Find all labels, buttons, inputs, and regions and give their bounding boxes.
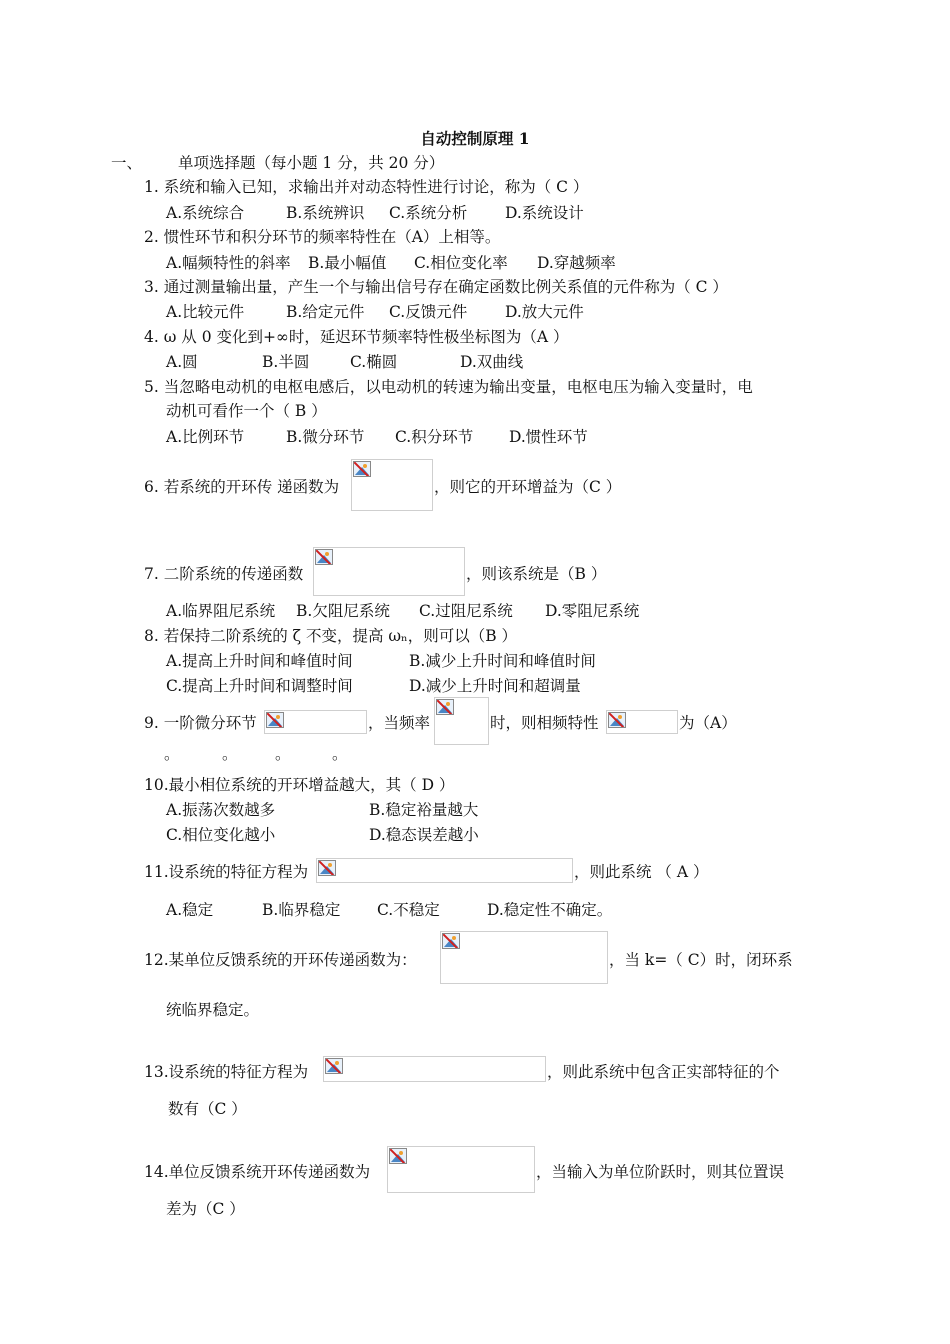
q7-stem: 7. 二阶系统的传递函数 — [144, 565, 304, 583]
q12-stem: 12.某单位反馈系统的开环传递函数为： — [144, 951, 417, 969]
q9-option-a: 。 — [164, 745, 180, 763]
broken-image-icon — [325, 1058, 343, 1074]
q4-option-b: B.半圆 — [262, 353, 310, 371]
page-title: 自动控制原理 1 — [420, 129, 530, 148]
q7-option-a: A.临界阻尼系统 — [166, 602, 276, 620]
q14-stem-post: ，当输入为单位阶跃时，则其位置误 — [536, 1163, 785, 1181]
q1-option-d: D.系统设计 — [505, 204, 584, 222]
q9-formula-image-2 — [434, 697, 489, 745]
q2-option-a: A.幅频特性的斜率 — [166, 254, 291, 272]
q12-stem-cont: 统临界稳定。 — [166, 1001, 260, 1019]
q10-option-a: A.振荡次数越多 — [166, 801, 276, 819]
q9-formula-image-1 — [264, 710, 367, 734]
q12-stem-post: ，当 k=（ C）时，闭环系 — [609, 951, 793, 969]
q8-option-a: A.提高上升时间和峰值时间 — [166, 652, 353, 670]
q3-option-b: B.给定元件 — [286, 303, 365, 321]
q7-option-d: D.零阻尼系统 — [545, 602, 640, 620]
q1-option-c: C.系统分析 — [389, 204, 468, 222]
q9-formula-image-3 — [606, 710, 678, 734]
section-label: 单项选择题（每小题 1 分，共 20 分） — [178, 154, 445, 172]
q13-formula-image — [323, 1056, 546, 1082]
q2-option-d: D.穿越频率 — [537, 254, 616, 272]
q9-option-d: 。 — [332, 745, 348, 763]
q8-option-d: D.减少上升时间和超调量 — [409, 677, 581, 695]
q8-option-c: C.提高上升时间和调整时间 — [166, 677, 353, 695]
q2-stem: 2. 惯性环节和积分环节的频率特性在（A）上相等。 — [144, 228, 501, 246]
q9-stem: 9. 一阶微分环节 — [144, 714, 257, 732]
q11-option-d: D.稳定性不确定。 — [487, 901, 613, 919]
q7-option-b: B.欠阻尼系统 — [296, 602, 390, 620]
q5-option-c: C.积分环节 — [395, 428, 474, 446]
q11-option-a: A.稳定 — [166, 901, 214, 919]
q5-option-d: D.惯性环节 — [509, 428, 588, 446]
q11-option-b: B.临界稳定 — [262, 901, 341, 919]
broken-image-icon — [436, 699, 454, 715]
broken-image-icon — [318, 860, 336, 876]
q3-option-a: A.比较元件 — [166, 303, 245, 321]
q8-option-b: B.减少上升时间和峰值时间 — [409, 652, 596, 670]
q7-option-c: C.过阻尼系统 — [419, 602, 513, 620]
q3-option-c: C.反馈元件 — [389, 303, 468, 321]
q4-option-c: C.椭圆 — [350, 353, 398, 371]
q10-stem: 10.最小相位系统的开环增益越大，其（ D ） — [144, 776, 455, 794]
q5-stem-cont: 动机可看作一个（ B ） — [166, 402, 327, 420]
q13-stem: 13.设系统的特征方程为 — [144, 1063, 309, 1081]
q7-stem-post: ，则该系统是（B ） — [466, 565, 607, 583]
q4-option-a: A.圆 — [166, 353, 198, 371]
q1-stem: 1. 系统和输入已知，求输出并对动态特性进行讨论，称为（ C ） — [144, 178, 589, 196]
q13-stem-post: ，则此系统中包含正实部特征的个 — [547, 1063, 780, 1081]
q14-formula-image — [387, 1146, 535, 1193]
q6-stem: 6. 若系统的开环传 递函数为 — [144, 478, 340, 496]
q8-stem: 8. 若保持二阶系统的 ζ 不变，提高 ωₙ，则可以（B ） — [144, 627, 518, 645]
q3-stem: 3. 通过测量输出量，产生一个与输出信号存在确定函数比例关系值的元件称为（ C ） — [144, 278, 728, 296]
q4-option-d: D.双曲线 — [460, 353, 524, 371]
q9-stem-mid2: 时，则相频特性 — [490, 714, 599, 732]
broken-image-icon — [442, 933, 460, 949]
q9-stem-post: 为（A） — [679, 714, 737, 732]
q5-option-b: B.微分环节 — [286, 428, 365, 446]
q6-stem-post: ，则它的开环增益为（C ） — [434, 478, 622, 496]
q11-stem-post: ，则此系统 （ A ） — [574, 863, 709, 881]
q2-option-c: C.相位变化率 — [414, 254, 508, 272]
q1-option-a: A.系统综合 — [166, 204, 245, 222]
broken-image-icon — [389, 1148, 407, 1164]
q2-option-b: B.最小幅值 — [308, 254, 387, 272]
broken-image-icon — [315, 549, 333, 565]
broken-image-icon — [266, 712, 284, 728]
q9-option-c: 。 — [275, 745, 291, 763]
q13-stem-cont: 数有（C ） — [168, 1100, 247, 1118]
q9-option-b: 。 — [222, 745, 238, 763]
q11-formula-image — [316, 858, 573, 883]
q7-formula-image — [313, 547, 465, 596]
q4-stem: 4. ω 从 0 变化到+∞时，延迟环节频率特性极坐标图为（A ） — [144, 328, 569, 346]
q11-option-c: C.不稳定 — [377, 901, 440, 919]
q11-stem: 11.设系统的特征方程为 — [144, 863, 309, 881]
q10-option-c: C.相位变化越小 — [166, 826, 276, 844]
q6-formula-image — [351, 459, 433, 511]
q5-option-a: A.比例环节 — [166, 428, 245, 446]
q14-stem: 14.单位反馈系统开环传递函数为 — [144, 1163, 371, 1181]
q1-option-b: B.系统辨识 — [286, 204, 365, 222]
q10-option-b: B.稳定裕量越大 — [369, 801, 479, 819]
q10-option-d: D.稳态误差越小 — [369, 826, 479, 844]
q12-formula-image — [440, 931, 608, 984]
broken-image-icon — [608, 712, 626, 728]
q9-stem-mid1: ，当频率 — [368, 714, 431, 732]
q14-stem-cont: 差为（C ） — [166, 1200, 245, 1218]
broken-image-icon — [353, 461, 371, 477]
q3-option-d: D.放大元件 — [505, 303, 584, 321]
section-number: 一、 — [111, 154, 143, 172]
q5-stem: 5. 当忽略电动机的电枢电感后，以电动机的转速为输出变量，电枢电压为输入变量时，电 — [144, 378, 753, 396]
